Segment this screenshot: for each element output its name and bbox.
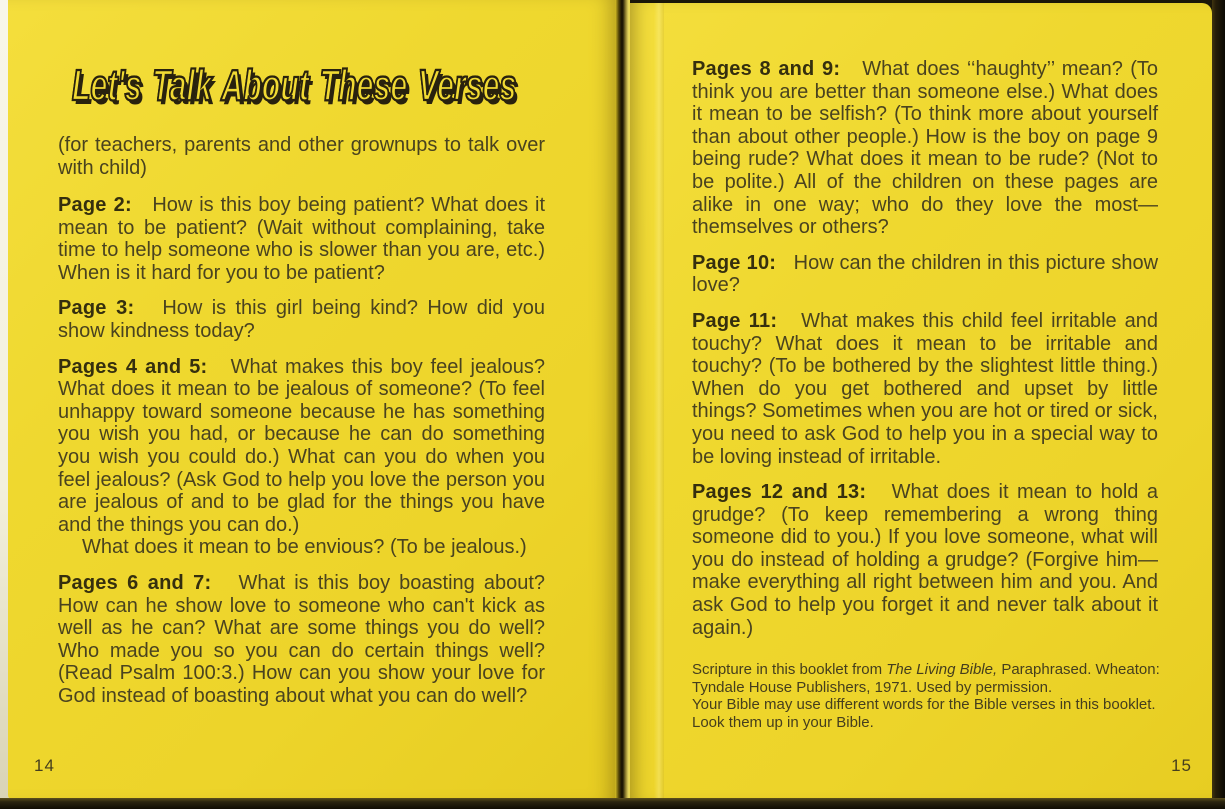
footnote-post: Paraphrased. Wheaton: Tyndale House Publishers, 1971. Used by permission.: [692, 661, 1160, 696]
question-paragraph: [692, 58, 1158, 239]
question-label: Pages 12 and 13:: [692, 481, 867, 504]
question-label: Page 2:: [58, 194, 132, 216]
footnote-line1: [692, 661, 1170, 696]
footnote-book-title: The Living Bible,: [886, 661, 998, 679]
right-sections: [692, 58, 1158, 639]
left-sections: [58, 194, 545, 707]
question-paragraph: [692, 481, 1158, 639]
right-page: [630, 3, 1212, 800]
question-paragraph: [58, 536, 545, 559]
question-paragraph: [58, 356, 545, 537]
question-paragraph: [692, 310, 1158, 468]
scan-right-edge: [1212, 0, 1225, 809]
scripture-footnote: [692, 661, 1170, 731]
question-paragraph: [692, 252, 1158, 297]
question-paragraph: [58, 194, 545, 284]
right-page-number: 15: [1171, 756, 1192, 775]
question-text: What does it mean to be envious? (To be jealous.): [82, 536, 527, 559]
scan-bottom-shadow: [0, 798, 1225, 809]
question-text: What does ‘‘haughty’’ mean? (To think you are better than someone else.) What does it mean to be selfish? (To think more about yourself than about other people.) How is the boy on page 9 being rude? What does it mean to be rude? (Not to be polite.) All of the children on these pages are alike in one way; who do they love the most—themselves or others?: [692, 58, 1159, 239]
question-text: What makes this boy feel jealous? What does it mean to be jealous of someone? (To feel unhappy toward someone because he has something you wish you had, or because he can do something you wish you could do.) What can you do when you feel jealous? (Ask God to help you love the person you are jealous of and to be glad for the things you have and the things you can do.): [58, 355, 546, 536]
question-text: What does it mean to hold a grudge? (To keep remembering a wrong thing someone did to you.) If you love someone, what will you do instead of holding a grudge? (Forgive him—make everything all right between him and you. And ask God to help you forget it and never talk about it again.): [692, 481, 1158, 639]
question-text: What makes this child feel irritable and touchy? What does it mean to be irritable and touchy? (To be bothered by the slightest little thing.) When do you get bothered and upset by little things? Sometimes when you are hot or tired or sick, you need to ask God to help you in a special way to be loving instead of irritable.: [692, 309, 1159, 468]
question-paragraph: [58, 572, 545, 708]
book-gutter: [615, 0, 630, 800]
footnote-pre: Scripture in this booklet from: [692, 661, 887, 679]
question-label: Pages 4 and 5:: [58, 355, 208, 378]
question-label: Page 3:: [58, 297, 135, 320]
question-label: Pages 6 and 7:: [58, 571, 212, 594]
question-paragraph: [58, 297, 545, 342]
question-text: How is this boy being patient? What does it mean to be patient? (Wait without complaining, take time to help someone who is slower than you are, etc.) When is it hard for you to be patient?: [58, 194, 546, 284]
question-label: Pages 8 and 9:: [692, 58, 841, 80]
question-label: Page 11:: [692, 309, 778, 332]
question-text: What is this boy boasting about? How can he show love to someone who can't kick as well as he can? What are some things you do well? Who made you so you can do certain things well? (Read Psalm 100:3.) How can you show your love for God instead of boasting about what you can do well?: [58, 571, 546, 707]
subtitle: (for teachers, parents and other grownups to talk over with child): [58, 134, 545, 179]
title-wrap: [72, 62, 545, 120]
booklet-title: Let's Talk About These Verses: [72, 60, 517, 110]
question-text: How can the children in this picture show love?: [692, 251, 1159, 297]
left-page: [8, 0, 615, 800]
footnote-line2: Your Bible may use different words for the Bible verses in this booklet. Look them up in your Bible.: [692, 696, 1156, 732]
question-label: Page 10:: [692, 251, 777, 274]
question-text: How is this girl being kind? How did you show kindness today?: [58, 297, 545, 342]
left-page-number: 14: [34, 756, 55, 775]
